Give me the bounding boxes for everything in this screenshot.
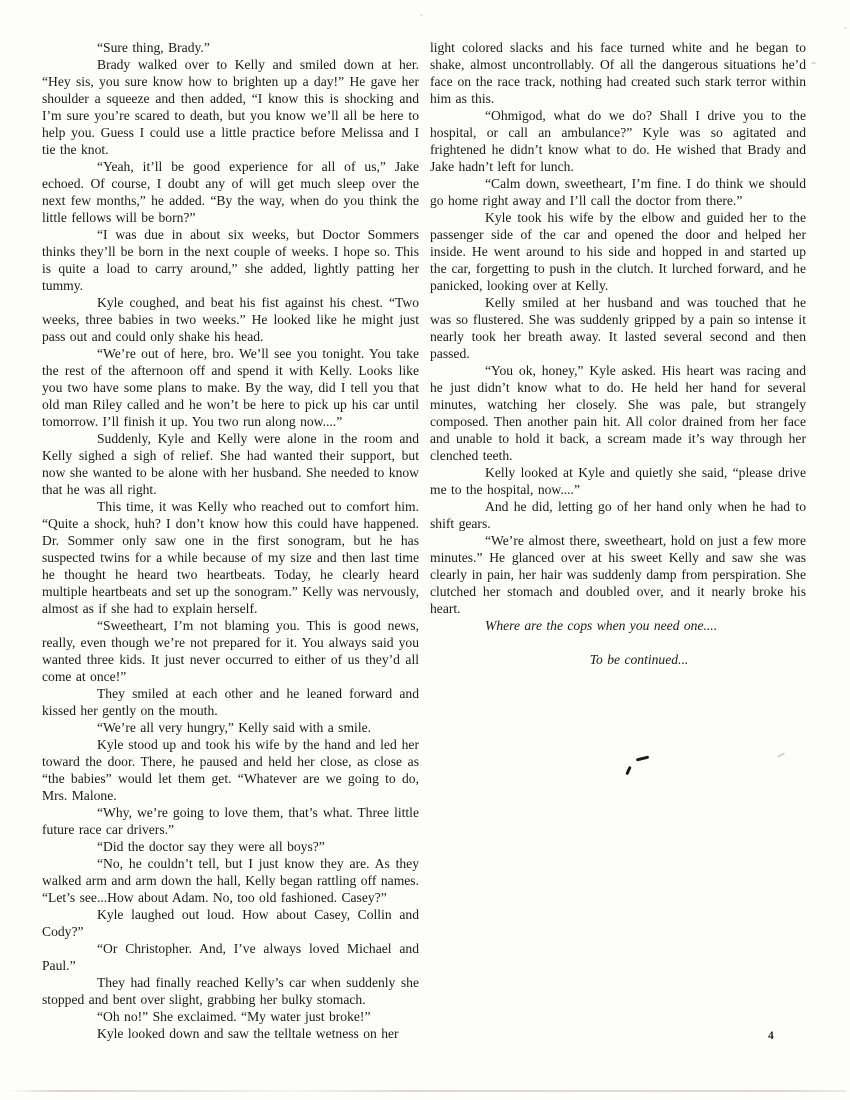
paragraph: “Ohmigod, what do we do? Shall I drive you to the hospital, or call an ambulance?” Kyle was so agitated and frightened he didn’t know what to do. He wished that Brady and Jake hadn’t left for lunch. xyxy=(430,108,806,174)
scan-speck xyxy=(420,14,423,16)
paragraph: “Calm down, sweetheart, I’m fine. I do think we should go home right away and I’ll call the doctor from there.” xyxy=(430,176,806,208)
scan-artifact-line xyxy=(8,1090,846,1092)
paragraph: “Sure thing, Brady.” xyxy=(97,40,210,55)
paragraph: “Oh no!” She exclaimed. “My water just broke!” xyxy=(97,1009,371,1024)
paragraph: “You ok, honey,” Kyle asked. His heart was racing and he just didn’t know what to do. He held her hand for several minutes, watching her closely. She was pale, but strangely composed. Then another pain hit. All color drained from her face and unable to hold it back, a scream made it’s way through her clenched teeth. xyxy=(430,363,806,463)
pen-mark-dash xyxy=(636,755,649,761)
paragraph: They had finally reached Kelly’s car when suddenly she stopped and bent over slight, grabbing her bulky stomach. xyxy=(42,975,419,1007)
paragraph: Brady walked over to Kelly and smiled down at her. “Hey sis, you sure know how to brighten up a day!” He gave her shoulder a squeeze and then added, “I know this is shocking and I’m sure you’re scared to death, but you know we’ll all be here to help you. Guess I could use a little practice before Melissa and I tie the knot. xyxy=(42,57,419,157)
scan-speck xyxy=(844,27,847,29)
paragraph: Kelly smiled at her husband and was touched that he was so flustered. She was suddenly gripped by a pain so intense it nearly took her breath away. It lasted several second and then passed. xyxy=(430,295,806,361)
pen-mark-comma xyxy=(625,766,631,775)
paragraph: Kyle looked down and saw the telltale wetness on her xyxy=(97,1026,399,1041)
page-number: 4 xyxy=(768,1030,774,1042)
paragraph: “Yeah, it’ll be good experience for all of us,” Jake echoed. Of course, I doubt any of will get much sleep over the next few months,” he added. “By the way, when do you think the little fellows will be born?” xyxy=(42,159,419,225)
paragraph: “Or Christopher. And, I’ve always loved Michael and Paul.” xyxy=(42,941,419,973)
paragraph: To be continued... xyxy=(589,652,689,667)
paragraph: “Did the doctor say they were all boys?” xyxy=(97,839,325,854)
paragraph: light colored slacks and his face turned white and he began to shake, almost uncontrollably. Of all the dangerous situations he’d face on the race track, nothing had created such stark terror within him as this. xyxy=(430,40,806,106)
scan-speck xyxy=(811,62,816,64)
paragraph: “We’re almost there, sweetheart, hold on just a few more minutes.” He glanced over at his sweet Kelly and saw she was clearly in pain, her hair was suddenly damp from perspiration. She clutched her stomach and doubled over, and it nearly broke his heart. xyxy=(430,533,806,616)
paragraph: Where are the cops when you need one.... xyxy=(485,618,718,633)
paragraph: Kyle took his wife by the elbow and guided her to the passenger side of the car and opened the door and helped her inside. He went around to his side and hopped in and started up the car, forgetting to push in the clutch. It lurched forward, and he panicked, looking over at Kelly. xyxy=(430,210,806,293)
paragraph: “We’re out of here, bro. We’ll see you tonight. You take the rest of the afternoon off and spend it with Kelly. Looks like you two have some plans to make. By the way, did I tell you that old man Riley called and he won’t be here to pick up his car until tomorrow. I’ll finish it up. You two run along now....” xyxy=(42,346,419,429)
paragraph: Kyle coughed, and beat his fist against his chest. “Two weeks, three babies in two weeks.” He looked like he might just pass out and could only shake his head. xyxy=(42,295,419,344)
paragraph: Kyle stood up and took his wife by the hand and led her toward the door. There, he paused and held her close, as close as “the babies” would let them get. “Whatever are we going to do, Mrs. Malone. xyxy=(42,737,419,803)
text-column-right xyxy=(430,39,806,668)
paragraph: This time, it was Kelly who reached out to comfort him. “Quite a shock, huh? I don’t know how this could have happened. Dr. Sommer only saw one in the first sonogram, but he has suspected twins for a while because of my size and then last time he thought he heard two heartbeats. Today, he clearly heard multiple heartbeats and set up the sonogram.” Kelly was nervously, almost as if she had to explain herself. xyxy=(42,499,419,616)
paragraph: “No, he couldn’t tell, but I just know they are. As they walked arm and arm down the hall, Kelly began rattling off names. “Let’s see...How about Adam. No, too old fashioned. Casey?” xyxy=(42,856,419,905)
pencil-smudge-mark xyxy=(777,752,785,758)
text-column-left xyxy=(42,39,419,1042)
paragraph: “Why, we’re going to love them, that’s what. Three little future race car drivers.” xyxy=(42,805,419,837)
paragraph: Suddenly, Kyle and Kelly were alone in the room and Kelly sighed a sigh of relief. She had wanted their support, but now she wanted to be alone with her husband. She needed to know that he was all right. xyxy=(42,431,419,497)
paragraph: They smiled at each other and he leaned forward and kissed her gently on the mouth. xyxy=(42,686,419,718)
paragraph: “We’re all very hungry,” Kelly said with a smile. xyxy=(97,720,372,735)
paragraph: And he did, letting go of her hand only when he had to shift gears. xyxy=(430,499,806,531)
paragraph: “Sweetheart, I’m not blaming you. This is good news, really, even though we’re not prepared for it. You always said you wanted three kids. It just never occurred to either of us they’d all come at once!” xyxy=(42,618,419,684)
paragraph: “I was due in about six weeks, but Doctor Sommers thinks they’ll be born in the next couple of weeks. I hope so. This is quite a load to carry around,” she added, lightly patting her tummy. xyxy=(42,227,419,293)
paragraph: Kyle laughed out loud. How about Casey, Collin and Cody?” xyxy=(42,907,419,939)
paragraph: Kelly looked at Kyle and quietly she said, “please drive me to the hospital, now....” xyxy=(430,465,806,497)
